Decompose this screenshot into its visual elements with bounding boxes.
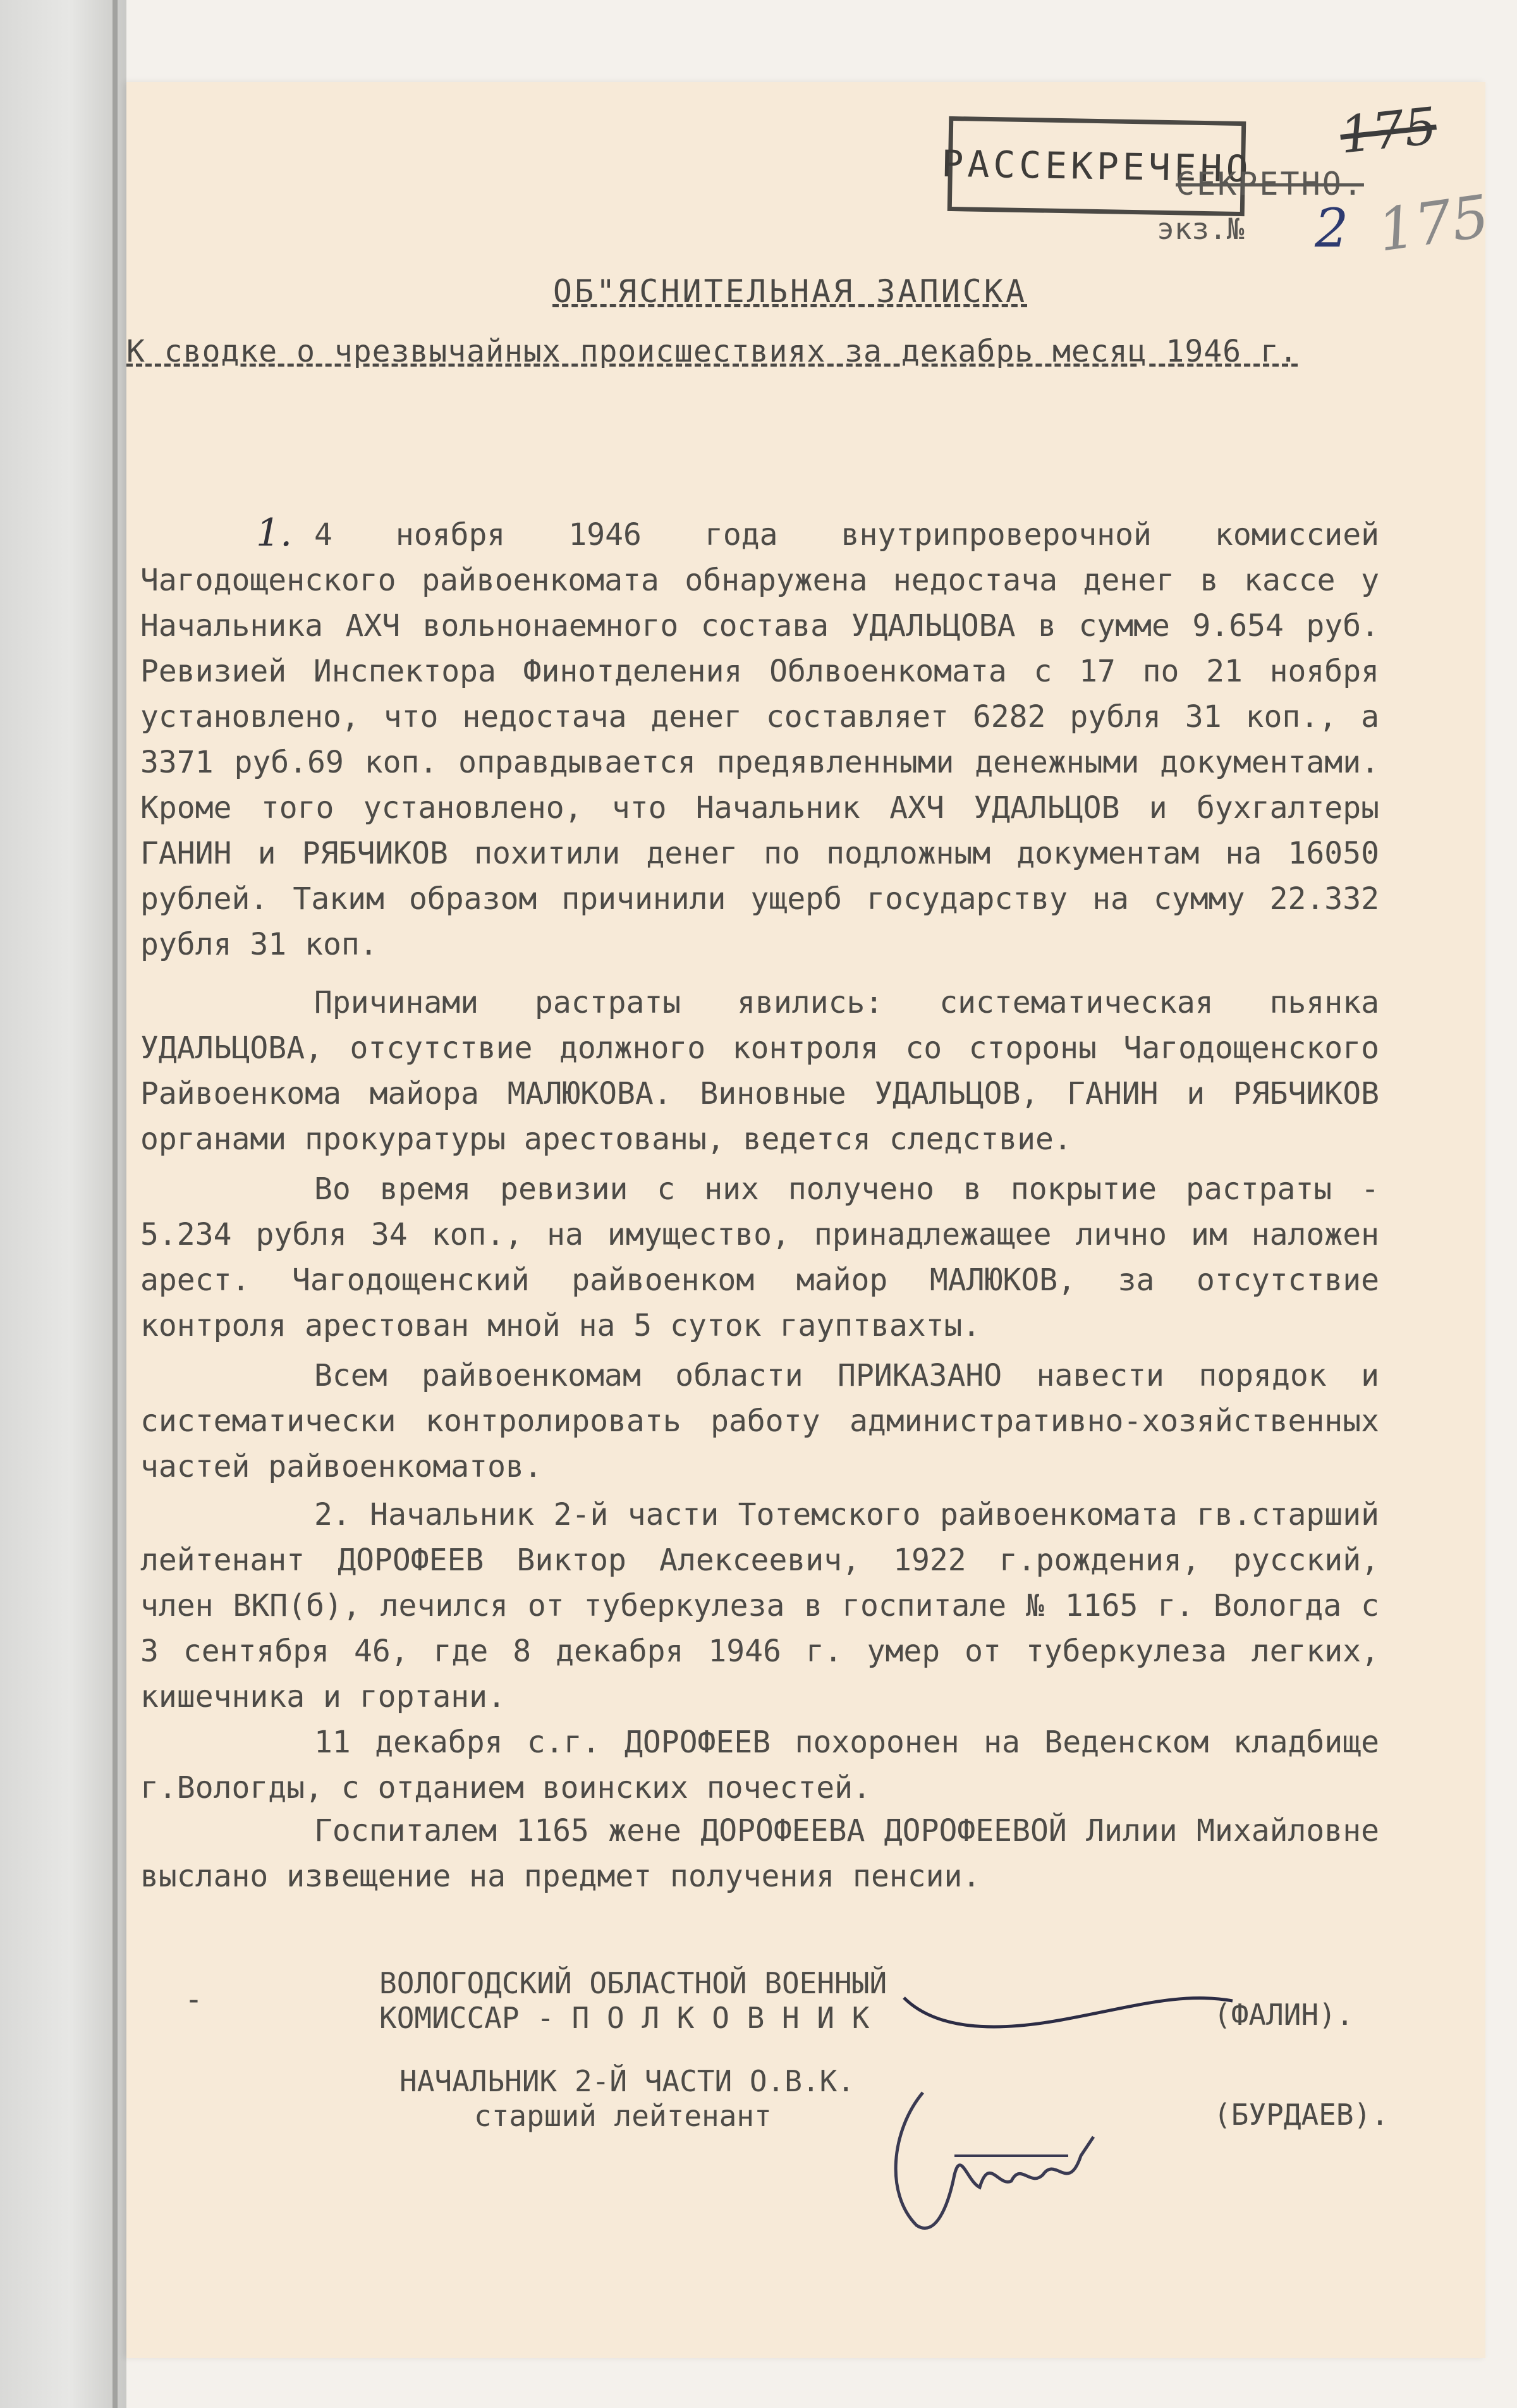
copy-label: экз.№ <box>1157 212 1245 246</box>
folder-edge <box>0 0 126 2408</box>
folder-binding-line <box>113 0 118 2408</box>
document-title: ОБ"ЯСНИТЕЛЬНАЯ ЗАПИСКА <box>552 273 1028 310</box>
signer-1-rank: КОМИССАР - П О Л К О В Н И К <box>379 2001 870 2035</box>
paragraph-1: 4 ноября 1946 года внутрипроверочной комиссией Чагодощенского райвоенкомата обнаружена недостача денег в кассе у Начальника АХЧ вольнонаемного состава УДАЛЬЦОВА в сумме 9.654 руб. Ревизией Инспектора Финотделения Облвоенкомата с 17 по 21 ноября установлено, что недостача денег составляет 6282 рубля 31 коп., а 3371 руб.69 коп. оправдывается предявленными денежными документами. Кроме того установлено, что Начальник АХЧ УДАЛЬЦОВ и бухгалтеры ГАНИН и РЯБЧИКОВ похитили денег по подложным документам на 16050 рублей. Таким образом причинили ущерб государству на сумму 22.332 рубля 31 коп. <box>140 517 1379 962</box>
paragraph-7: Госпиталем 1165 жене ДОРОФЕЕВА ДОРОФЕЕВОЙ Лилии Михайловне выслано извещение на предмет получения пенсии. <box>140 1813 1379 1894</box>
paragraph-6: 11 декабря с.г. ДОРОФЕЕВ похоронен на Веденском кладбище г.Вологды, с отданием воинских почестей. <box>140 1725 1379 1806</box>
signer-1-name: (ФАЛИН). <box>1214 1998 1354 2032</box>
declassified-stamp: РАССЕКРЕЧЕНО <box>947 116 1246 216</box>
signer-2-rank: старший лейтенант <box>474 2099 772 2133</box>
copy-number: 2 <box>1315 197 1349 259</box>
signature-1-stroke <box>898 1972 1239 2029</box>
paragraph-4: Всем райвоенкомам области ПРИКАЗАНО навести порядок и систематически контролировать работу административно-хозяйственных частей райвоенкоматов. <box>140 1358 1379 1484</box>
margin-dash: - <box>185 1982 203 2017</box>
secrecy-mark: СЕКРЕТНО. <box>1176 166 1364 202</box>
margin-mark: 1. <box>256 511 293 555</box>
archive-number: 175 <box>1374 182 1494 265</box>
paragraph-2: Причинами растраты явились: систематическая пьянка УДАЛЬЦОВА, отсутствие должного контроля со стороны Чагодощенского Райвоенкома майора МАЛЮКОВА. Виновные УДАЛЬЦОВ, ГАНИН и РЯБЧИКОВ органами прокуратуры арестованы, ведется следствие. <box>140 985 1379 1157</box>
document-subtitle: К сводке о чрезвычайных происшествиях за декабрь месяц 1946 г. <box>126 334 1298 369</box>
archive-number-crossed: 175 <box>1337 96 1440 165</box>
signer-2-name: (БУРДАЕВ). <box>1214 2098 1389 2132</box>
signature-2-stroke <box>879 2080 1106 2244</box>
signer-2-title: НАЧАЛЬНИК 2-Й ЧАСТИ О.В.К. <box>399 2064 855 2098</box>
paragraph-5: 2. Начальник 2-й части Тотемского райвоенкомата гв.старший лейтенант ДОРОФЕЕВ Виктор Алексеевич, 1922 г.рождения, русский, член ВКП(б), лечился от туберкулеза в госпитале № 1165 г. Вологда с 3 сентября 46, где 8 декабря 1946 г. умер от туберкулеза легких, кишечника и гортани. <box>140 1497 1379 1714</box>
paragraph-3: Во время ревизии с них получено в покрытие растраты - 5.234 рубля 34 коп., на имущество, принадлежащее лично им наложен арест. Чагодощенский райвоенком майор МАЛЮКОВ, за отсутствие контроля арестован мной на 5 суток гауптвахты. <box>140 1171 1379 1343</box>
signer-1-title: ВОЛОГОДСКИЙ ОБЛАСТНОЙ ВОЕННЫЙ <box>379 1966 887 2000</box>
